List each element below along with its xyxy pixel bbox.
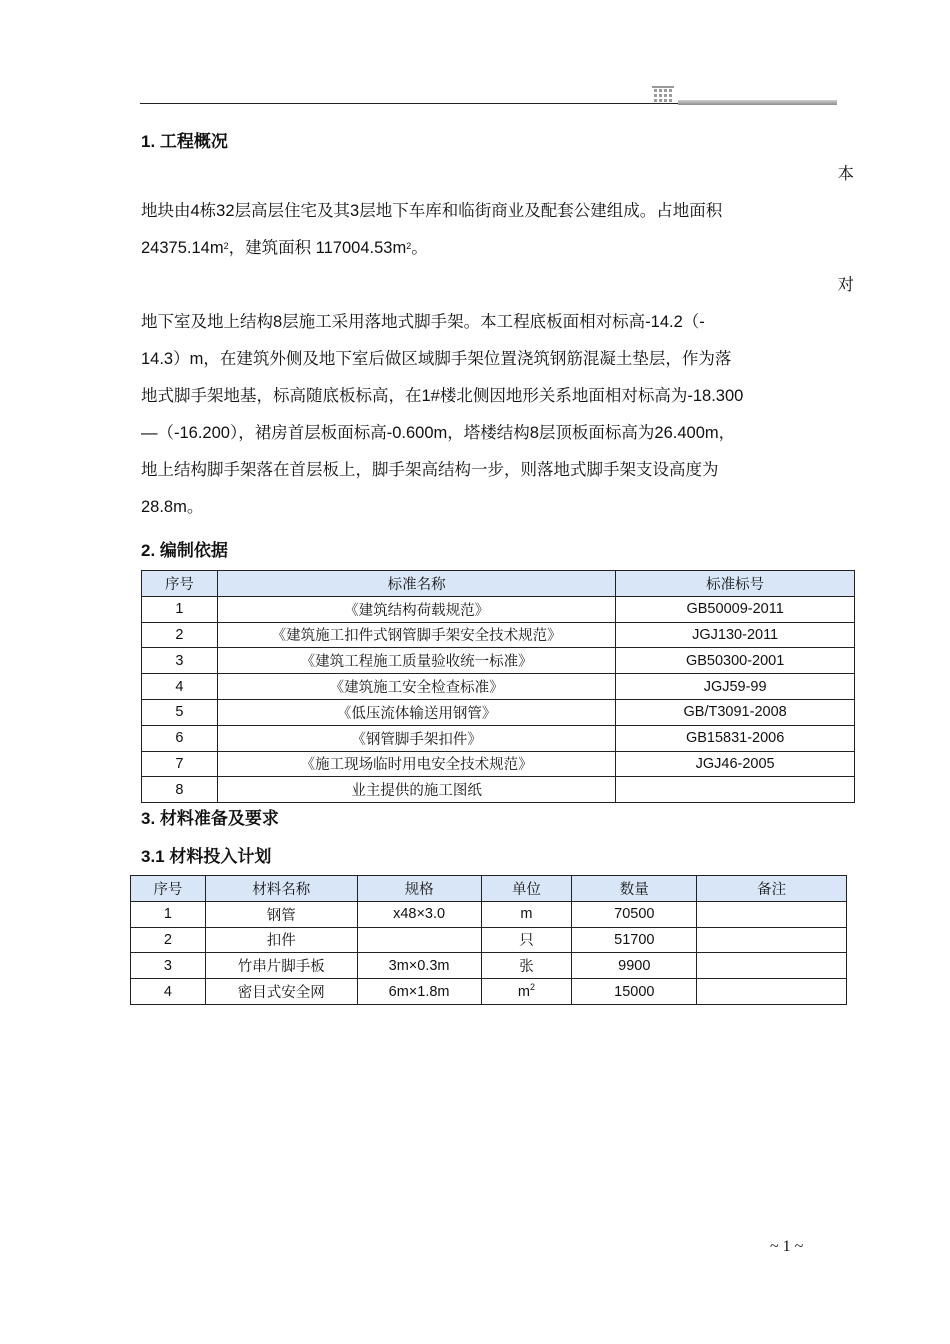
sentence-end: 。 (411, 239, 428, 257)
table-cell: 张 (481, 953, 572, 979)
table-cell (616, 777, 855, 803)
section1-paragraph2 (141, 267, 854, 526)
table-row (131, 979, 847, 1005)
table-cell: 3 (131, 953, 206, 979)
table-cell: 15000 (572, 979, 697, 1005)
table-cell: 《建筑工程施工质量验收统一标准》 (217, 648, 615, 674)
paragraph-line: 地上结构脚手架落在首层板上，脚手架高结构一步，则落地式脚手架支设高度为 (141, 461, 719, 479)
table-row (142, 725, 855, 751)
table-cell: m (481, 901, 572, 927)
table-cell: 8 (142, 777, 218, 803)
building-area-text: ，建筑面积 117004.53m (228, 239, 407, 257)
table-row (142, 596, 855, 622)
column-header: 标准标号 (616, 571, 855, 597)
header-bar (678, 100, 837, 105)
table-cell: GB/T3091-2008 (616, 699, 855, 725)
table-cell (697, 979, 847, 1005)
section1-paragraph1 (141, 156, 854, 267)
site-area-value: 24375.14m (141, 239, 224, 257)
paragraph-line: 14.3）m，在建筑外侧及地下室后做区域脚手架位置浇筑钢筋混凝土垫层，作为落 (141, 350, 732, 368)
table-cell: 6m×1.8m (357, 979, 481, 1005)
table-cell: 《建筑结构荷载规范》 (217, 596, 615, 622)
table-row (131, 953, 847, 979)
paragraph-line: 对 (837, 276, 854, 294)
table-cell: 4 (131, 979, 206, 1005)
table-cell: 7 (142, 751, 218, 777)
column-header: 数量 (572, 876, 697, 902)
table-cell: JGJ46-2005 (616, 751, 855, 777)
table-cell (697, 901, 847, 927)
table-cell: 《建筑施工安全检查标准》 (217, 674, 615, 700)
unit-text: m (517, 983, 530, 1000)
column-header: 材料名称 (205, 876, 357, 902)
building-logo-icon (652, 86, 678, 106)
superscript: 2 (223, 241, 229, 251)
table-cell: 《施工现场临时用电安全技术规范》 (217, 751, 615, 777)
table-cell: 《低压流体输送用钢管》 (217, 699, 615, 725)
table-header-row (142, 571, 855, 597)
table-cell: 业主提供的施工图纸 (217, 777, 615, 803)
table-row (142, 751, 855, 777)
table-cell: 70500 (572, 901, 697, 927)
table-cell: GB50009-2011 (616, 596, 855, 622)
paragraph-line: 28.8m。 (141, 498, 204, 516)
table-cell: 51700 (572, 927, 697, 953)
table-cell: х48×3.0 (357, 901, 481, 927)
table-cell: 2 (131, 927, 206, 953)
table-cell: 4 (142, 674, 218, 700)
table-cell: 3m×0.3m (357, 953, 481, 979)
standards-table (141, 570, 855, 803)
table-cell: 2 (142, 622, 218, 648)
table-cell: 密目式安全网 (205, 979, 357, 1005)
table-row (142, 699, 855, 725)
superscript: 2 (529, 981, 535, 992)
table-cell (357, 927, 481, 953)
table-cell: 1 (142, 596, 218, 622)
page-number: ~ 1 ~ (770, 1238, 804, 1255)
table-row (142, 777, 855, 803)
paragraph-line: 地块由4栋32层高层住宅及其3层地下车库和临街商业及配套公建组成。占地面积 (141, 202, 723, 220)
table-cell: 1 (131, 901, 206, 927)
column-header: 备注 (697, 876, 847, 902)
table-cell: 扣件 (205, 927, 357, 953)
table-cell: JGJ59-99 (616, 674, 855, 700)
table-cell: 《钢管脚手架扣件》 (217, 725, 615, 751)
paragraph-line (141, 230, 841, 267)
table-row (131, 927, 847, 953)
column-header: 序号 (131, 876, 206, 902)
table-cell: 《建筑施工扣件式钢管脚手架安全技术规范》 (217, 622, 615, 648)
table-cell: GB50300-2001 (616, 648, 855, 674)
paragraph-line: 地下室及地上结构8层施工采用落地式脚手架。本工程底板面相对标高-14.2（- (141, 313, 705, 331)
table-cell: GB15831-2006 (616, 725, 855, 751)
section1-title: 1. 工程概况 (141, 132, 228, 151)
column-header: 标准名称 (217, 571, 615, 597)
table-row (142, 648, 855, 674)
table-cell: 只 (481, 927, 572, 953)
paragraph-line: 本 (837, 165, 854, 183)
table-row (142, 622, 855, 648)
table-cell: 钢管 (205, 901, 357, 927)
table-cell (481, 979, 572, 1005)
superscript: 2 (406, 241, 412, 251)
paragraph-line: 地式脚手架地基，标高随底板标高，在1#楼北侧因地形关系地面相对标高为-18.300 (141, 387, 744, 405)
paragraph-line: —（-16.200），裙房首层板面标高-0.600m，塔楼结构8层顶板面标高为26.400m， (141, 424, 736, 442)
column-header: 序号 (142, 571, 218, 597)
table-row (142, 674, 855, 700)
section2-title: 2. 编制依据 (141, 541, 228, 560)
table-cell (697, 927, 847, 953)
table-cell: 3 (142, 648, 218, 674)
table-cell: 9900 (572, 953, 697, 979)
column-header: 规格 (357, 876, 481, 902)
section3-title: 3. 材料准备及要求 (141, 809, 279, 828)
table-cell: 竹串片脚手板 (205, 953, 357, 979)
column-header: 单位 (481, 876, 572, 902)
table-header-row (131, 876, 847, 902)
table-row (131, 901, 847, 927)
table-cell: 5 (142, 699, 218, 725)
table-cell: 6 (142, 725, 218, 751)
table-cell (697, 953, 847, 979)
table-cell: JGJ130-2011 (616, 622, 855, 648)
section3-subtitle: 3.1 材料投入计划 (141, 847, 272, 866)
materials-table (130, 875, 847, 1005)
